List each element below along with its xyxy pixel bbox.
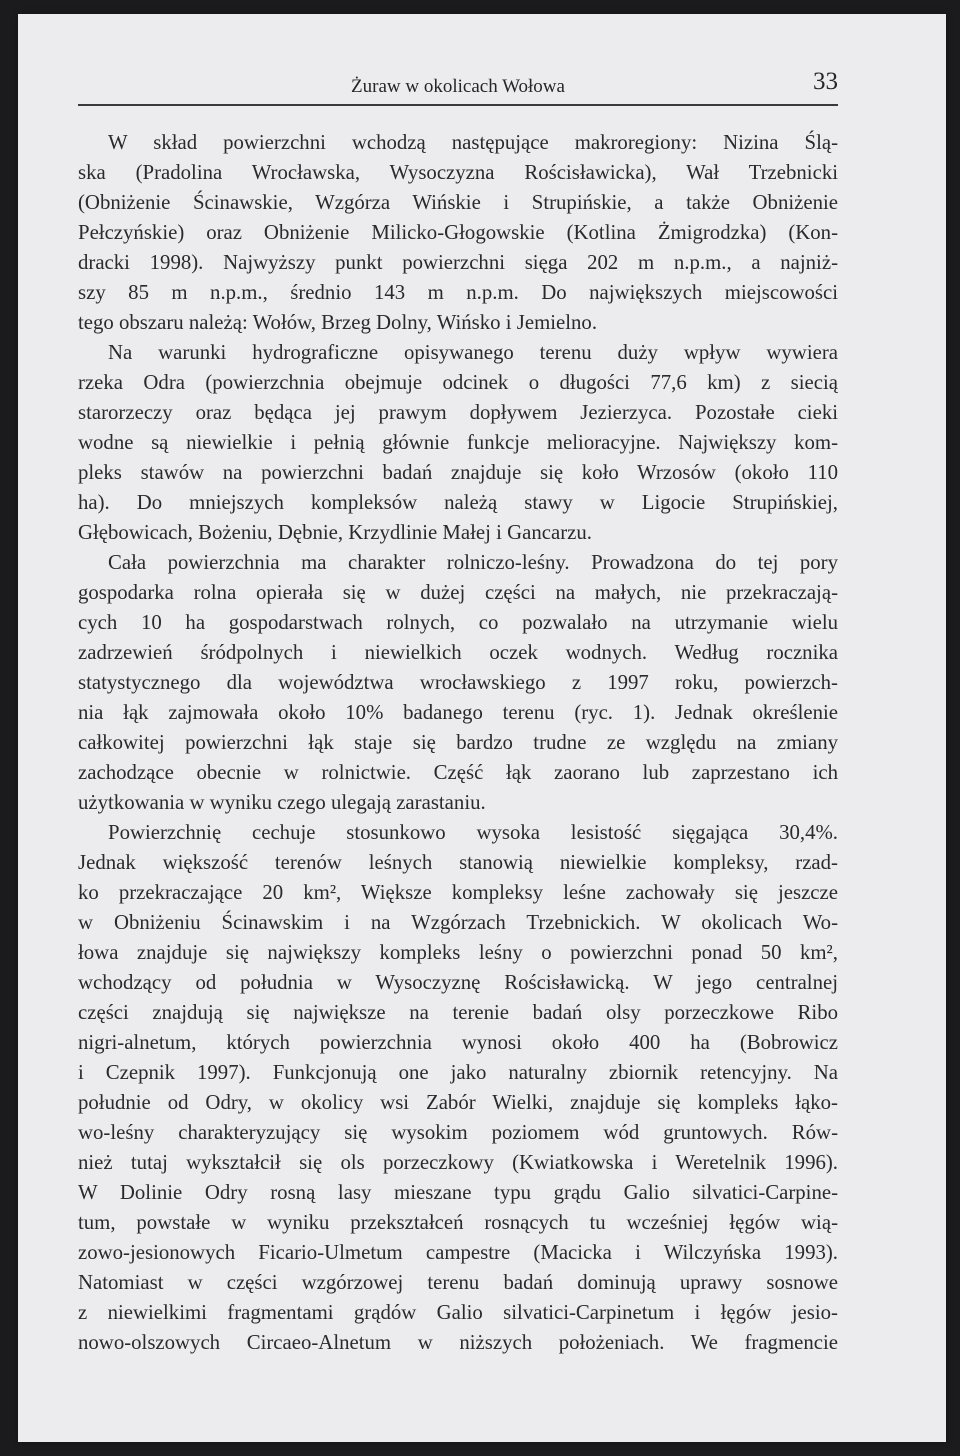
text-line: Powierzchnię cechuje stosunkowo wysoka lesistość sięgająca 30,4%. — [108, 821, 838, 844]
text-line: Natomiast w części wzgórzowej terenu badań dominują uprawy sosnowe — [78, 1271, 838, 1294]
text-line: zachodzące obecnie w rolnictwie. Część łąk zaorano lub zaprzestano ich — [78, 761, 838, 784]
text-line: statystycznego dla województwa wrocławskiego z 1997 roku, powierzch- — [78, 671, 838, 694]
text-line: Cała powierzchnia ma charakter rolniczo-leśny. Prowadzona do tej pory — [108, 551, 838, 574]
text-line: Jednak większość terenów leśnych stanowią niewielkie kompleksy, rzad- — [78, 851, 838, 874]
text-line: południe od Odry, w okolicy wsi Zabór Wielki, znajduje się kompleks łąko- — [78, 1091, 838, 1114]
text-line: zowo-jesionowych Ficario-Ulmetum campestre (Macicka i Wilczyńska 1993). — [78, 1241, 838, 1264]
text-line: ha). Do mniejszych kompleksów należą stawy w Ligocie Strupińskiej, — [78, 491, 838, 514]
text-line: dracki 1998). Najwyższy punkt powierzchni sięga 202 m n.p.m., a najniż- — [78, 251, 838, 274]
text-line: ko przekraczające 20 km², Większe kompleksy leśne zachowały się jeszcze — [78, 881, 838, 904]
text-line: wchodzący od południa w Wysoczyznę Rościsławicką. W jego centralnej — [78, 971, 838, 994]
body-text — [78, 128, 838, 1358]
text-line: w Obniżeniu Ścinawskim i na Wzgórzach Trzebnickich. W okolicach Wo- — [78, 911, 838, 934]
text-line: wo-leśny charakteryzujący się wysokim poziomem wód gruntowych. Rów- — [78, 1121, 838, 1144]
text-line: użytkowania w wyniku czego ulegają zarastaniu. — [78, 791, 486, 814]
text-line: części znajdują się największe na terenie badań olsy porzeczkowe Ribo — [78, 1001, 838, 1024]
text-line: zadrzewień śródpolnych i niewielkich oczek wodnych. Według rocznika — [78, 641, 838, 664]
text-line: nia łąk zajmowała około 10% badanego terenu (ryc. 1). Jednak określenie — [78, 701, 838, 724]
text-line: szy 85 m n.p.m., średnio 143 m n.p.m. Do największych miejscowości — [78, 281, 838, 304]
header-rule — [78, 104, 838, 106]
text-line: z niewielkimi fragmentami grądów Galio silvatici-Carpinetum i łęgów jesio- — [78, 1301, 838, 1324]
text-line: Głębowicach, Bożeniu, Dębnie, Krzydlinie Małej i Gancarzu. — [78, 521, 592, 544]
text-line: (Obniżenie Ścinawskie, Wzgórza Wińskie i Strupińskie, a także Obniżenie — [78, 191, 838, 214]
text-line: pleks stawów na powierzchni badań znajduje się koło Wrzosów (około 110 — [78, 461, 838, 484]
text-line: starorzeczy oraz będąca jej prawym dopływem Jezierzyca. Pozostałe cieki — [78, 401, 838, 424]
text-line: tum, powstałe w wyniku przekształceń rosnących tu wcześniej łęgów wią- — [78, 1211, 838, 1234]
text-line: W Dolinie Odry rosną lasy mieszane typu grądu Galio silvatici-Carpine- — [78, 1181, 838, 1204]
text-line: wodne są niewielkie i pełnią głównie funkcje melioracyjne. Największy kom- — [78, 431, 838, 454]
text-line: cych 10 ha gospodarstwach rolnych, co pozwalało na utrzymanie wielu — [78, 611, 838, 634]
page-number: 33 — [813, 68, 838, 95]
running-title: Żuraw w okolicach Wołowa — [351, 76, 565, 97]
text-line: ska (Pradolina Wrocławska, Wysoczyzna Rościsławicka), Wał Trzebnicki — [78, 161, 838, 184]
text-line: nigri-alnetum, których powierzchnia wynosi około 400 ha (Bobrowicz — [78, 1031, 838, 1054]
text-line: i Czepnik 1997). Funkcjonują one jako naturalny zbiornik retencyjny. Na — [78, 1061, 838, 1084]
text-line: W skład powierzchni wchodzą następujące makroregiony: Nizina Ślą- — [108, 131, 838, 154]
text-line: całkowitej powierzchni łąk staje się bardzo trudne ze względu na zmiany — [78, 731, 838, 754]
text-line: Na warunki hydrograficzne opisywanego terenu duży wpływ wywiera — [108, 341, 838, 364]
text-line: Pełczyńskie) oraz Obniżenie Milicko-Głogowskie (Kotlina Żmigrodzka) (Kon- — [78, 221, 838, 244]
text-line: tego obszaru należą: Wołów, Brzeg Dolny, Wińsko i Jemielno. — [78, 311, 598, 334]
text-line: nowo-olszowych Circaeo-Alnetum w niższych położeniach. We fragmencie — [78, 1331, 838, 1354]
running-header — [78, 66, 838, 102]
text-line: gospodarka rolna opierała się w dużej części na małych, nie przekraczają- — [78, 581, 838, 604]
text-line: nież tutaj wykształcił się ols porzeczkowy (Kwiatkowska i Weretelnik 1996). — [78, 1151, 838, 1174]
text-line: rzeka Odra (powierzchnia obejmuje odcinek o długości 77,6 km) z siecią — [78, 371, 838, 394]
text-line: łowa znajduje się największy kompleks leśny o powierzchni ponad 50 km², — [78, 941, 838, 964]
